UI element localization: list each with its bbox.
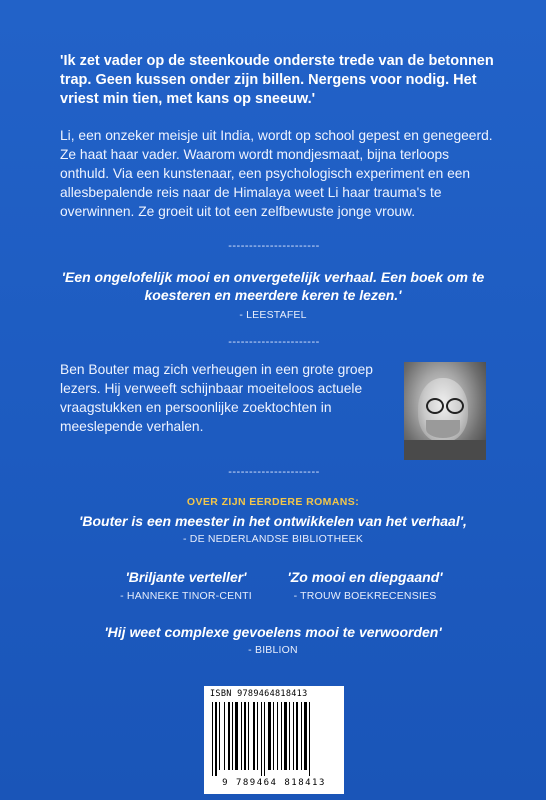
glasses-icon <box>426 398 444 414</box>
book-blurb: Li, een onzeker meisje uit India, wordt op school gepest en genegeerd. Ze haat haar vader. Waarom wordt mondjesmaat, bijna terloops onthuld. Via een kunstenaar, een psychologisch experiment en een allesbepalende reis naar de Himalaya weet Li haar trauma's te overwinnen. Ze groeit uit tot een zelfbewuste jonge vrouw. <box>60 128 493 219</box>
barcode-bars-icon <box>210 702 338 776</box>
glasses-icon <box>446 398 464 414</box>
review-quote: 'Een ongelofelijk mooi en onvergetelijk verhaal. Een boek om te koesteren en meerdere keren te lezen.' <box>61 269 485 303</box>
divider-3: ---------------------- <box>228 466 320 478</box>
earlier-novels-label: OVER ZIJN EERDERE ROMANS: <box>186 496 360 508</box>
opening-quote: 'Ik zet vader op de steenkoude onderste trede van de betonnen trap. Geen kussen onder zijn billen. Nergens voor nodig. Het vriest min tien, met kans op sneeuw.' <box>60 53 494 107</box>
barcode-digits: 9 789464 818413 <box>222 778 326 788</box>
beard-shape <box>426 420 460 438</box>
earlier-source-2: - HANNEKE TINOR-CENTI <box>120 590 252 602</box>
divider-2: ---------------------- <box>228 336 320 348</box>
earlier-quote-3: 'Zo mooi en diepgaand' <box>287 569 443 585</box>
earlier-source-4: - BIBLION <box>248 644 298 656</box>
earlier-quote-1: 'Bouter is een meester in het ontwikkelen van het verhaal', <box>79 513 467 529</box>
earlier-source-3: - TROUW BOEKRECENSIES <box>293 590 437 602</box>
author-photo <box>404 362 486 460</box>
barcode <box>204 686 344 794</box>
earlier-source-1: - DE NEDERLANDSE BIBLIOTHEEK <box>182 533 364 545</box>
review-source: - LEESTAFEL <box>239 309 307 321</box>
author-bio: Ben Bouter mag zich verheugen in een grote groep lezers. Hij verweeft schijnbaar moeiteloos actuele vraagstukken en persoonlijke zoektochten in meeslepende verhalen. <box>60 362 373 434</box>
divider-1: ---------------------- <box>228 240 320 252</box>
isbn-text: ISBN 9789464818413 <box>210 689 308 699</box>
shoulder-shape <box>404 440 486 460</box>
earlier-quote-4: 'Hij weet complexe gevoelens mooi te verwoorden' <box>104 624 442 640</box>
earlier-quote-2: 'Briljante verteller' <box>125 569 247 585</box>
